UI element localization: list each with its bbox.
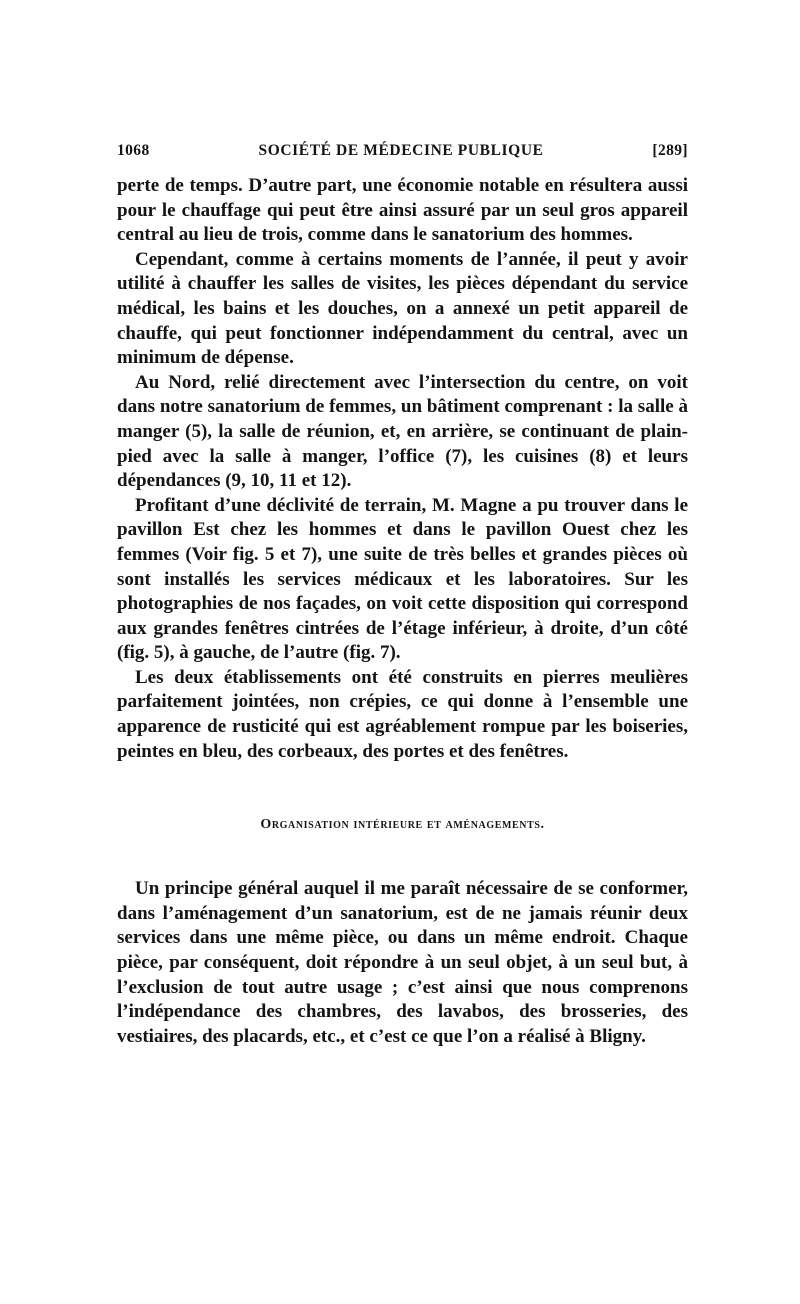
document-page [117,142,688,1049]
paragraph: Cependant, comme à certains moments de l’année, il peut y avoir utilité à chauffer les salles de visites, les pièces dépendant du service médical, les bains et les douches, on a annexé un petit appareil de chauffe, qui peut fonctionner indépendamment du central, avec un minimum de dépense. [117,248,688,369]
bracket-number: [289] [652,142,688,159]
running-header [117,142,688,170]
paragraph: Un principe général auquel il me paraît nécessaire de se conformer, dans l’aménagement d’un sanatorium, est de ne jamais réunir deux services dans une même pièce, ou dans un même endroit. Chaque pièce, par conséquent, doit répondre à un seul objet, à un seul but, à l’exclusion de tout autre usage ; c’est ainsi que nous comprenons l’indépendance des chambres, des lavabos, des brosseries, des vestiaires, des placards, etc., et c’est ce que l’on a réalisé à Bligny. [117,878,688,1047]
section-heading: Organisation intérieure et aménagements. [260,817,545,833]
paragraph-continuation: perte de temps. D’autre part, une économie notable en résultera aussi pour le chauffage qui peut être ainsi assuré par un seul gros appareil central au lieu de trois, comme dans le sanatorium des hommes. [117,175,688,246]
paragraph: Profitant d’une déclivité de terrain, M. Magne a pu trouver dans le pavillon Est chez les hommes et dans le pavillon Ouest chez les femmes (Voir fig. 5 et 7), une suite de très belles et grandes pièces où sont installés les services médicaux et les laboratoires. Sur les photographies de nos façades, on voit cette disposition qui correspond aux grandes fenêtres cintrées de l’étage inférieur, à droite, d’un côté (fig. 5), à gauche, de l’autre (fig. 7). [117,494,688,664]
paragraph: Au Nord, relié directement avec l’intersection du centre, on voit dans notre sanatorium de femmes, un bâtiment comprenant : la salle à manger (5), la salle de réunion, et, en arrière, se continuant de plain-pied avec la salle à manger, l’office (7), les cuisines (8) et leurs dépendances (9, 10, 11 et 12). [117,371,688,492]
page-number: 1068 [117,142,150,159]
section-body-text [117,877,688,1049]
body-text [117,174,688,764]
paragraph: Les deux établissements ont été construits en pierres meulières parfaitement jointées, non crépies, ce qui donne à l’ensemble une apparence de rusticité qui est agréablement rompue par les boiseries, peintes en bleu, des corbeaux, des portes et des fenêtres. [117,666,688,762]
running-title: SOCIÉTÉ DE MÉDECINE PUBLIQUE [258,142,544,159]
